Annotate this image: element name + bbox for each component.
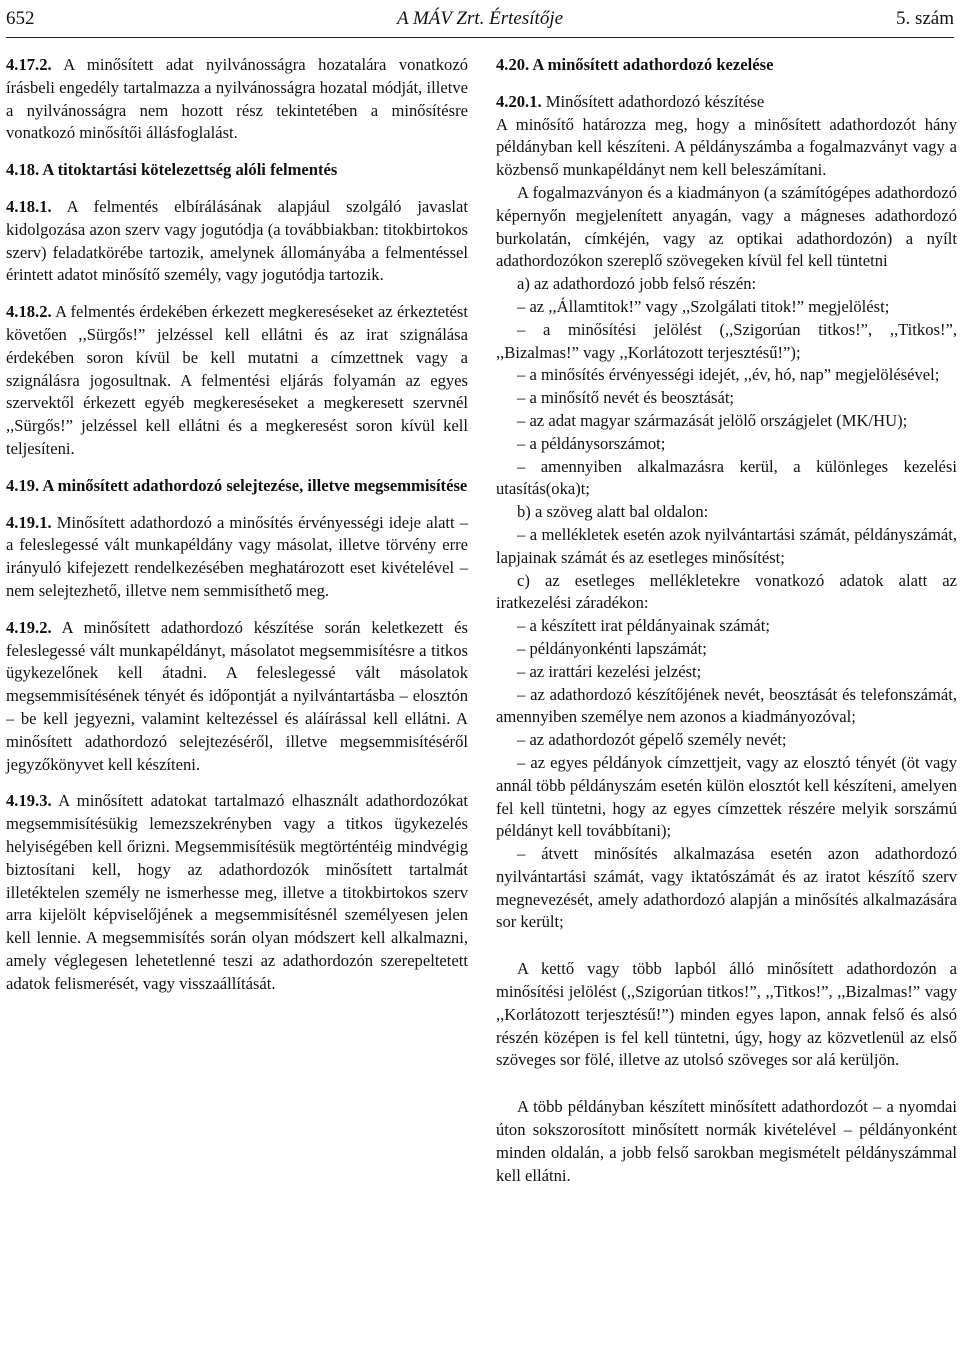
list-item: – az adathordozó készítőjének nevét, beosztását és telefonszámát, amennyiben személye nem azonos a kiadmányozóval; <box>496 684 957 727</box>
paragraph-4-19-2: 4.19.2. A minősített adathordozó készítése során keletkezett és feleslegessé vált munkapéldányt, másolatot megsemmisítésre a titkos ügykezelőnek kell átadni. A feleslegessé vált másolatok megsemmisítésének tényét és időpontját a nyilvántartásba – elosztón – be kell jegyezni, valamint keltezéssel és aláírással kell ellátni. A minősített adathordozó selejtezéséről, illetve megsemmisítéséről jegyzőkönyvet kell készíteni. <box>6 617 468 774</box>
list-item: b) a szöveg alatt bal oldalon: <box>517 502 709 522</box>
list-item: – az adathordozót gépelő személy nevét; <box>517 730 787 750</box>
paragraph-text: A kettő vagy több lapból álló minősített adathordozón a minősítési jelölést (,,Szigorúan titkos!”, ,,Titkos!”, ,,Bizalmas!” vagy ,,Korlátozott terjesztésű!”) minden egyes lapon, annak felső és alsó részén középen is fel kell tüntetni, úgy, hogy az közvetlenül az első szöveges sor fölé, illetve az utolsó szöveges sor alá kerüljön. <box>496 959 957 1070</box>
list-item: – a minősítési jelölést (,,Szigorúan titkos!”, ,,Titkos!”, ,,Bizalmas!” vagy ,,Korlátozott terjesztésű!”); <box>496 319 957 362</box>
paragraph-4-17-2: 4.17.2. A minősített adat nyilvánosságra hozatalára vonatkozó írásbeli engedély tartalmazza a nyilvánosságra hozatal módját, illetve a nyilvánosságra nem hozott rész tekintetében a minősítésre vonatkozó minősítői állásfoglalást. <box>6 55 469 143</box>
heading-4-18: 4.18. A titoktartási kötelezettség alóli felmentés <box>6 160 338 180</box>
issue-number: 5. szám <box>895 8 954 29</box>
paragraph-text: A több példányban készített minősített adathordozót – a nyomdai úton sokszorosított minősített normák kivételével – példányonként minden oldalán, a jobb felső sarokban megismételt példányszámmal kell ellátni. <box>496 1097 957 1185</box>
list-item: – átvett minősítés alkalmazása esetén azon adathordozó nyilvántartási számát, vagy iktatószámát és az iratot készítő szerv megnevezését, amely adathordozó alapján a minősítés alkalmazására sor került; <box>496 844 957 932</box>
list-item: a) az adathordozó jobb felső részén: <box>517 274 757 294</box>
header-rule <box>6 37 954 38</box>
list-item: c) az esetleges mellékletekre vonatkozó adatok alatt az iratkezelési záradékon: <box>496 570 957 613</box>
paragraph-4-18-2: 4.18.2. A felmentés érdekében érkezett megkereséseket az érkeztetést követően ,,Sürgős!” jelzéssel kell ellátni és az irat szignálása érdekében soron kívül be kell mutatni a címzettnek vagy a szignálásra jogosultnak. A felmentési eljárás folyamán az egyes szervektől érkezett egyéb megkereséseket a megkeresett szervnél ,,Sürgős!” jelzéssel kell ellátni és a megkeresést soron kívül kell teljesíteni. <box>6 302 468 458</box>
text-line: A minősítő határozza meg, hogy a minősített adathordozót hány példányban kell készíteni. A példányszámba a fogalmazványt vagy a közbenső munkapéldányt nem kell beleszámítani. <box>496 114 957 180</box>
list-item: – a példánysorszámot; <box>517 433 666 453</box>
list-item: – a készített irat példányainak számát; <box>517 616 770 636</box>
text-line: A fogalmazványon és a kiadmányon (a számítógépes adathordozó képernyőn megjelenített anyagán, vagy a mágneses adathordozó burkolatán, címkéjén, vagy az optikai adathordozón) a nyílt adathordozókon szereplő szövegeken kívül fel kell tüntetni <box>496 182 957 271</box>
list-item: – a mellékletek esetén azok nyilvántartási számát, példányszámát, lapjainak számát és az esetleges minősítést; <box>496 524 957 567</box>
paragraph-4-20-1: 4.20.1. Minősített adathordozó készítése <box>496 91 765 111</box>
list-item: – a minősítés érvényességi idejét, ,,év, hó, nap” megjelölésével; <box>517 365 940 385</box>
list-item: – az irattári kezelési jelzést; <box>517 661 702 681</box>
running-header <box>6 6 954 32</box>
paragraph-4-18-1: 4.18.1. A felmentés elbírálásának alapjául szolgáló javaslat kidolgozása azon szerv vagy jogutódja (a továbbiakban: titokbirtokos szerv) feladatkörébe tartozik, amelynek állományába a felmentéssel érintett adatot minősítő személy, vagy jogutódja tartozik. <box>6 196 468 285</box>
paragraph-4-19-1: 4.19.1. Minősített adathordozó a minősítés érvényességi ideje alatt – a feleslegessé vált munkapéldány vagy másolat, illetve törvény erre irányuló kifejezett rendelkezésében meghatározott eset kivételével – nem selejtezhető, illetve nem semmisíthető meg. <box>6 512 468 600</box>
right-column <box>496 54 957 1187</box>
list-item: – példányonkénti lapszámát; <box>517 638 707 658</box>
paragraph-4-19-3: 4.19.3. A minősített adatokat tartalmazó elhasznált adathordozókat megsemmisítésükig lemezszekrényben vagy a titkos ügykezelés helyiségében kell őrizni. Megsemmisítésük megtörténtéig mindvégig biztosítani kell, hogy az adathordozók minősített tartalmát illetéktelen személy ne ismerhesse meg, illetve a titokbirtokos szerv arra kijelölt képviselőjének a megsemmisítésnél személyesen jelen kell lennie. A megsemmisítés során olyan módszert kell alkalmazni, amely véglegesen lehetetlenné teszi az adathordozón szerepeltetett adatok felismerését, vagy visszaállítását. <box>6 791 469 993</box>
page-number: 652 <box>6 8 35 29</box>
list-item: – az adat magyar származását jelölő országjelet (MK/HU); <box>517 410 908 430</box>
publication-title: A MÁV Zrt. Értesítője <box>396 8 564 29</box>
list-item: – a minősítő nevét és beosztását; <box>517 388 735 408</box>
heading-4-19: 4.19. A minősített adathordozó selejtezése, illetve megsemmisítése <box>6 475 468 495</box>
heading-4-20: 4.20. A minősített adathordozó kezelése <box>496 55 774 74</box>
list-item: – az ,,Államtitok!” vagy ,,Szolgálati titok!” megjelölést; <box>517 296 890 316</box>
list-item: – az egyes példányok címzettjeit, vagy az elosztó tényét (öt vagy annál több példányszám esetén külön elosztót kell készíteni, amelyen fel kell tüntetni, hogy az egyes címzettek részére melyik sorszámú példányt kell továbbítani); <box>496 752 957 841</box>
list-item: – amennyiben alkalmazásra kerül, a különleges kezelési utasítás(oka)t; <box>496 456 957 499</box>
left-column <box>6 54 468 995</box>
